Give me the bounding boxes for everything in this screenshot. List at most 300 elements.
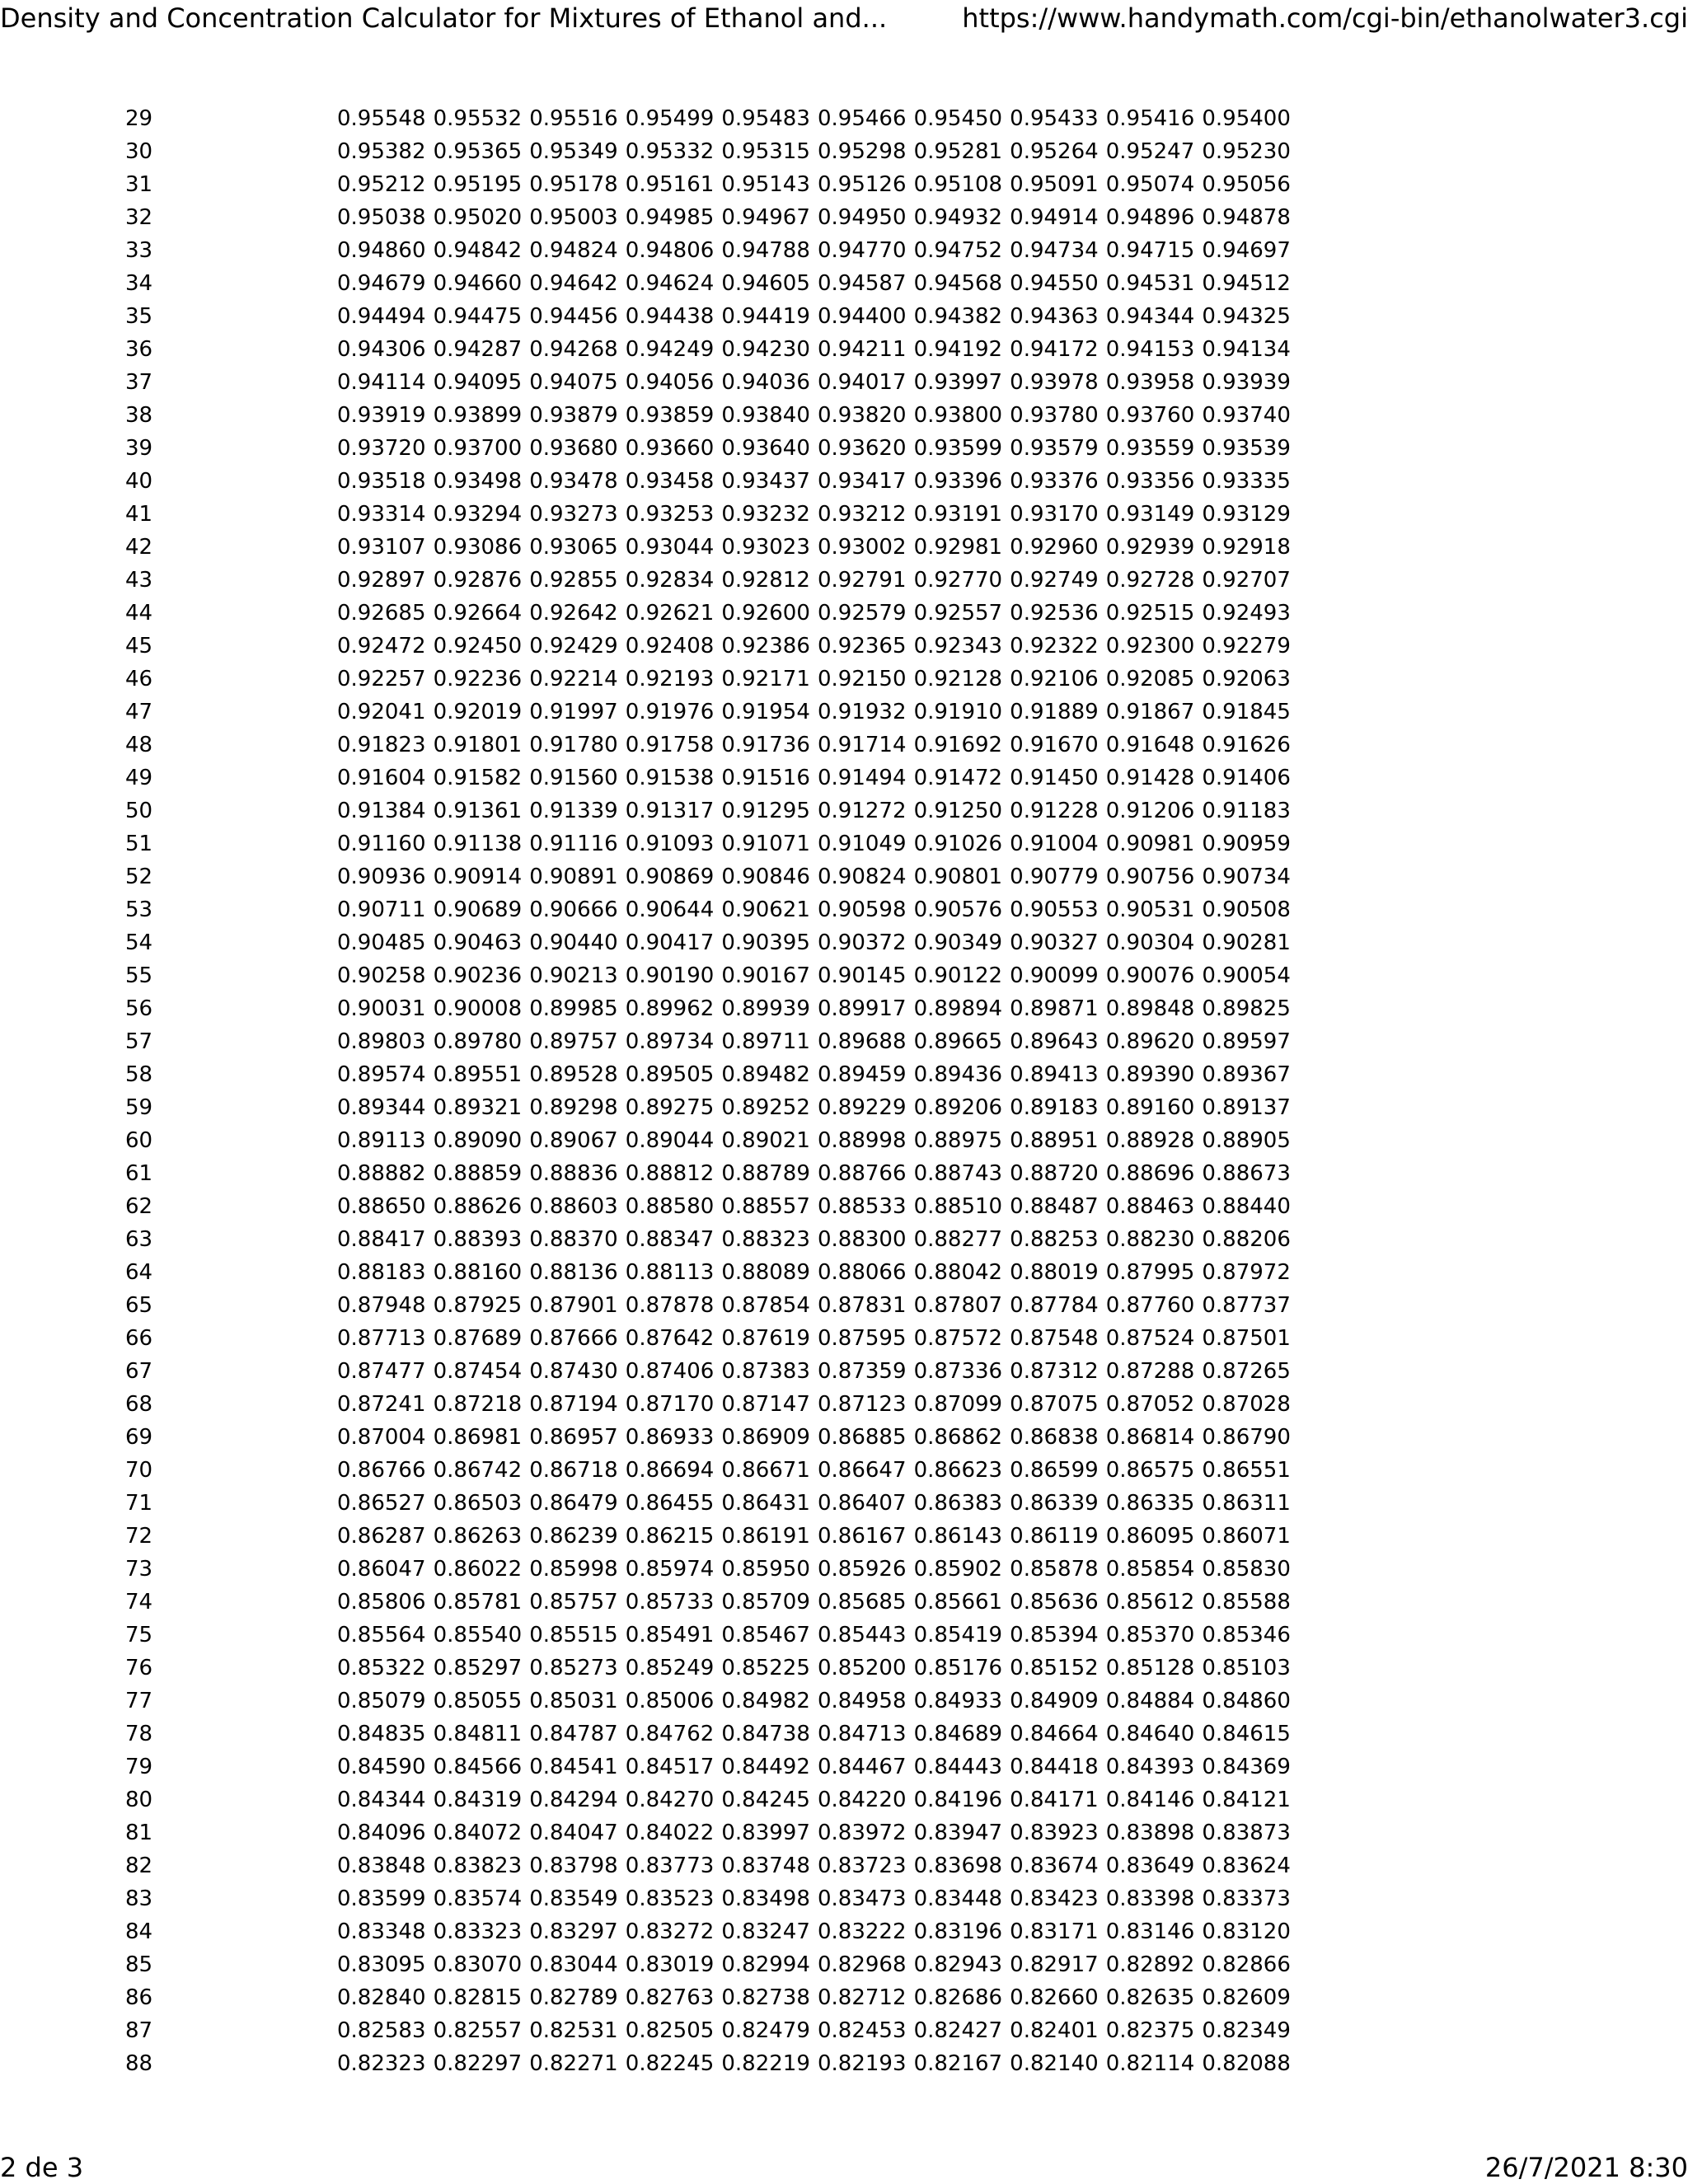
density-cell: 0.82349 (1202, 2018, 1291, 2043)
density-cell: 0.93599 (913, 436, 1003, 461)
density-cell: 0.85346 (1202, 1623, 1291, 1647)
density-cell: 0.89137 (1202, 1095, 1291, 1120)
density-cell: 0.85200 (817, 1656, 907, 1680)
density-cell: 0.86311 (1202, 1491, 1291, 1516)
table-row (119, 1718, 1298, 1750)
density-cell: 0.92236 (433, 667, 523, 691)
density-cell: 0.84220 (817, 1788, 907, 1812)
density-cell: 0.82479 (721, 2018, 810, 2043)
density-cell: 0.84369 (1202, 1755, 1291, 1779)
density-cell: 0.94715 (1105, 238, 1195, 263)
density-table (119, 102, 1298, 2080)
density-cell: 0.88277 (913, 1227, 1003, 1252)
table-row (119, 663, 1298, 696)
density-cell: 0.87075 (1010, 1392, 1099, 1417)
density-cell: 0.84047 (529, 1821, 618, 1845)
density-cell: 0.84146 (1105, 1788, 1195, 1812)
percent-cell: 86 (125, 1985, 153, 2010)
density-cell: 0.93023 (721, 535, 810, 560)
table-row (119, 498, 1298, 531)
density-cell: 0.85031 (529, 1689, 618, 1713)
density-cell: 0.89436 (913, 1062, 1003, 1087)
density-cell: 0.85974 (625, 1557, 715, 1582)
density-cell: 0.91317 (625, 799, 715, 823)
density-cell: 0.91004 (1010, 832, 1099, 856)
density-cell: 0.87383 (721, 1359, 810, 1384)
density-cell: 0.94914 (1010, 205, 1099, 230)
density-cell: 0.92600 (721, 601, 810, 626)
density-cell: 0.84418 (1010, 1755, 1099, 1779)
density-cell: 0.89090 (433, 1128, 523, 1153)
density-cell: 0.83698 (913, 1854, 1003, 1878)
percent-cell: 87 (125, 2018, 153, 2043)
density-cell: 0.91604 (337, 766, 426, 790)
density-cell: 0.92515 (1105, 601, 1195, 626)
table-row (119, 1915, 1298, 1948)
density-cell: 0.89206 (913, 1095, 1003, 1120)
density-cell: 0.91472 (913, 766, 1003, 790)
density-cell: 0.92557 (913, 601, 1003, 626)
density-cell: 0.91071 (721, 832, 810, 856)
table-row (119, 1882, 1298, 1915)
density-cell: 0.87948 (337, 1293, 426, 1318)
density-cell: 0.91823 (337, 733, 426, 757)
density-table-body (119, 102, 1298, 2080)
density-cell: 0.94950 (817, 205, 907, 230)
density-cell: 0.93640 (721, 436, 810, 461)
density-cell: 0.91250 (913, 799, 1003, 823)
density-cell: 0.89848 (1105, 996, 1195, 1021)
density-cell: 0.83898 (1105, 1821, 1195, 1845)
density-cell: 0.88042 (913, 1260, 1003, 1285)
density-cell: 0.82297 (433, 2051, 523, 2076)
density-cell: 0.83624 (1202, 1854, 1291, 1878)
density-cell: 0.94896 (1105, 205, 1195, 230)
table-row (119, 1685, 1298, 1718)
density-cell: 0.89894 (913, 996, 1003, 1021)
density-cell: 0.87572 (913, 1326, 1003, 1351)
density-cell: 0.84713 (817, 1722, 907, 1746)
density-cell: 0.90621 (721, 898, 810, 922)
density-cell: 0.86790 (1202, 1425, 1291, 1450)
density-cell: 0.93859 (625, 403, 715, 428)
density-cell: 0.93518 (337, 469, 426, 494)
density-cell: 0.91889 (1010, 700, 1099, 724)
density-cell: 0.88720 (1010, 1161, 1099, 1186)
density-cell: 0.93760 (1105, 403, 1195, 428)
density-cell: 0.95365 (433, 139, 523, 164)
density-cell: 0.95532 (433, 106, 523, 131)
density-cell: 0.94788 (721, 238, 810, 263)
density-cell: 0.85297 (433, 1656, 523, 1680)
density-cell: 0.82609 (1202, 1985, 1291, 2010)
density-cell: 0.90485 (337, 930, 426, 955)
density-cell: 0.84022 (625, 1821, 715, 1845)
density-cell: 0.90281 (1202, 930, 1291, 955)
percent-cell: 85 (125, 1952, 153, 1977)
density-cell: 0.86479 (529, 1491, 618, 1516)
density-cell: 0.91026 (913, 832, 1003, 856)
density-cell: 0.87241 (337, 1392, 426, 1417)
density-cell: 0.90779 (1010, 865, 1099, 889)
density-cell: 0.89962 (625, 996, 715, 1021)
density-cell: 0.88696 (1105, 1161, 1195, 1186)
density-cell: 0.83498 (721, 1886, 810, 1911)
density-cell: 0.92664 (433, 601, 523, 626)
density-cell: 0.85443 (817, 1623, 907, 1647)
density-cell: 0.85830 (1202, 1557, 1291, 1582)
density-cell: 0.83773 (625, 1854, 715, 1878)
density-cell: 0.92855 (529, 568, 618, 593)
density-cell: 0.87454 (433, 1359, 523, 1384)
density-cell: 0.95315 (721, 139, 810, 164)
density-cell: 0.93335 (1202, 469, 1291, 494)
percent-cell: 81 (125, 1821, 153, 1845)
density-cell: 0.93539 (1202, 436, 1291, 461)
density-cell: 0.87265 (1202, 1359, 1291, 1384)
density-cell: 0.95195 (433, 172, 523, 197)
density-cell: 0.92041 (337, 700, 426, 724)
density-cell: 0.84270 (625, 1788, 715, 1812)
density-cell: 0.87430 (529, 1359, 618, 1384)
density-cell: 0.84566 (433, 1755, 523, 1779)
density-cell: 0.95450 (913, 106, 1003, 131)
density-cell: 0.86455 (625, 1491, 715, 1516)
density-cell: 0.87807 (913, 1293, 1003, 1318)
density-cell: 0.85685 (817, 1590, 907, 1615)
density-cell: 0.87004 (337, 1425, 426, 1450)
density-cell: 0.83297 (529, 1919, 618, 1944)
density-cell: 0.92493 (1202, 601, 1291, 626)
density-cell: 0.87052 (1105, 1392, 1195, 1417)
density-cell: 0.83044 (529, 1952, 618, 1977)
density-cell: 0.91954 (721, 700, 810, 724)
percent-cell: 67 (125, 1359, 153, 1384)
density-cell: 0.83448 (913, 1886, 1003, 1911)
table-row (119, 762, 1298, 794)
density-cell: 0.83674 (1010, 1854, 1099, 1878)
density-cell: 0.86933 (625, 1425, 715, 1450)
density-cell: 0.93478 (529, 469, 618, 494)
density-cell: 0.85661 (913, 1590, 1003, 1615)
density-cell: 0.86071 (1202, 1524, 1291, 1549)
density-cell: 0.86885 (817, 1425, 907, 1450)
density-cell: 0.82660 (1010, 1985, 1099, 2010)
density-cell: 0.85249 (625, 1656, 715, 1680)
density-cell: 0.86239 (529, 1524, 618, 1549)
density-cell: 0.83798 (529, 1854, 618, 1878)
percent-cell: 84 (125, 1919, 153, 1944)
density-cell: 0.91714 (817, 733, 907, 757)
density-cell: 0.83599 (337, 1886, 426, 1911)
density-cell: 0.84096 (337, 1821, 426, 1845)
density-cell: 0.90054 (1202, 963, 1291, 988)
percent-cell: 88 (125, 2051, 153, 2076)
density-cell: 0.90891 (529, 865, 618, 889)
density-cell: 0.84467 (817, 1755, 907, 1779)
density-cell: 0.83196 (913, 1919, 1003, 1944)
density-cell: 0.83398 (1105, 1886, 1195, 1911)
percent-cell: 64 (125, 1260, 153, 1285)
density-cell: 0.85733 (625, 1590, 715, 1615)
density-cell: 0.84811 (433, 1722, 523, 1746)
density-cell: 0.84738 (721, 1722, 810, 1746)
density-cell: 0.89825 (1202, 996, 1291, 1021)
density-cell: 0.87194 (529, 1392, 618, 1417)
density-cell: 0.83523 (625, 1886, 715, 1911)
density-cell: 0.91538 (625, 766, 715, 790)
density-cell: 0.89643 (1010, 1029, 1099, 1054)
density-cell: 0.90801 (913, 865, 1003, 889)
density-cell: 0.91428 (1105, 766, 1195, 790)
density-cell: 0.90756 (1105, 865, 1195, 889)
density-cell: 0.89597 (1202, 1029, 1291, 1054)
density-cell: 0.92171 (721, 667, 810, 691)
density-cell: 0.92150 (817, 667, 907, 691)
density-cell: 0.95230 (1202, 139, 1291, 164)
density-cell: 0.88812 (625, 1161, 715, 1186)
density-cell: 0.92960 (1010, 535, 1099, 560)
density-cell: 0.94456 (529, 304, 618, 329)
density-cell: 0.84933 (913, 1689, 1003, 1713)
density-cell: 0.83373 (1202, 1886, 1291, 1911)
density-cell: 0.92085 (1105, 667, 1195, 691)
density-cell: 0.87925 (433, 1293, 523, 1318)
table-row (119, 1157, 1298, 1190)
density-cell: 0.94568 (913, 271, 1003, 296)
density-cell: 0.95400 (1202, 106, 1291, 131)
percent-cell: 77 (125, 1689, 153, 1713)
table-row (119, 135, 1298, 168)
table-row (119, 1355, 1298, 1388)
density-cell: 0.93939 (1202, 370, 1291, 395)
density-cell: 0.95298 (817, 139, 907, 164)
density-cell: 0.83923 (1010, 1821, 1099, 1845)
percent-cell: 75 (125, 1623, 153, 1647)
density-cell: 0.88789 (721, 1161, 810, 1186)
density-cell: 0.92472 (337, 634, 426, 658)
density-cell: 0.95143 (721, 172, 810, 197)
table-row (119, 1091, 1298, 1124)
density-cell: 0.90258 (337, 963, 426, 988)
density-cell: 0.94075 (529, 370, 618, 395)
density-cell: 0.89390 (1105, 1062, 1195, 1087)
density-cell: 0.89734 (625, 1029, 715, 1054)
density-cell: 0.84762 (625, 1722, 715, 1746)
table-row (119, 1487, 1298, 1520)
density-cell: 0.87147 (721, 1392, 810, 1417)
density-cell: 0.91560 (529, 766, 618, 790)
density-cell: 0.94172 (1010, 337, 1099, 362)
density-cell: 0.84121 (1202, 1788, 1291, 1812)
density-cell: 0.82453 (817, 2018, 907, 2043)
density-cell: 0.90440 (529, 930, 618, 955)
density-cell: 0.90531 (1105, 898, 1195, 922)
density-cell: 0.94230 (721, 337, 810, 362)
density-cell: 0.84958 (817, 1689, 907, 1713)
density-cell: 0.86287 (337, 1524, 426, 1549)
density-cell: 0.91516 (721, 766, 810, 790)
density-cell: 0.86742 (433, 1458, 523, 1483)
density-cell: 0.87901 (529, 1293, 618, 1318)
density-cell: 0.94363 (1010, 304, 1099, 329)
density-cell: 0.83171 (1010, 1919, 1099, 1944)
density-cell: 0.94878 (1202, 205, 1291, 230)
density-cell: 0.89459 (817, 1062, 907, 1087)
density-cell: 0.88626 (433, 1194, 523, 1219)
density-cell: 0.91670 (1010, 733, 1099, 757)
density-cell: 0.92939 (1105, 535, 1195, 560)
density-cell: 0.92128 (913, 667, 1003, 691)
density-cell: 0.85103 (1202, 1656, 1291, 1680)
density-cell: 0.94770 (817, 238, 907, 263)
percent-cell: 34 (125, 271, 153, 296)
density-cell: 0.91049 (817, 832, 907, 856)
density-cell: 0.92408 (625, 634, 715, 658)
density-cell: 0.87972 (1202, 1260, 1291, 1285)
density-cell: 0.87099 (913, 1392, 1003, 1417)
density-cell: 0.94211 (817, 337, 907, 362)
density-cell: 0.92770 (913, 568, 1003, 593)
density-cell: 0.94679 (337, 271, 426, 296)
percent-cell: 63 (125, 1227, 153, 1252)
density-cell: 0.93978 (1010, 370, 1099, 395)
percent-cell: 37 (125, 370, 153, 395)
density-cell: 0.87689 (433, 1326, 523, 1351)
density-cell: 0.83323 (433, 1919, 523, 1944)
density-cell: 0.90914 (433, 865, 523, 889)
density-cell: 0.85055 (433, 1689, 523, 1713)
density-cell: 0.82323 (337, 2051, 426, 2076)
percent-cell: 82 (125, 1854, 153, 1878)
density-cell: 0.93086 (433, 535, 523, 560)
table-row (119, 2014, 1298, 2047)
density-cell: 0.86383 (913, 1491, 1003, 1516)
density-cell: 0.93800 (913, 403, 1003, 428)
density-cell: 0.92536 (1010, 601, 1099, 626)
density-cell: 0.91582 (433, 766, 523, 790)
table-row (119, 1322, 1298, 1355)
density-cell: 0.94017 (817, 370, 907, 395)
page-number-footer: 2 de 3 (0, 2152, 84, 2183)
density-cell: 0.89113 (337, 1128, 426, 1153)
density-cell: 0.86503 (433, 1491, 523, 1516)
density-cell: 0.84171 (1010, 1788, 1099, 1812)
density-cell: 0.92386 (721, 634, 810, 658)
density-cell: 0.83247 (721, 1919, 810, 1944)
percent-cell: 70 (125, 1458, 153, 1483)
percent-cell: 40 (125, 469, 153, 494)
density-cell: 0.94932 (913, 205, 1003, 230)
percent-cell: 41 (125, 502, 153, 527)
percent-cell: 62 (125, 1194, 153, 1219)
density-cell: 0.95126 (817, 172, 907, 197)
density-cell: 0.85781 (433, 1590, 523, 1615)
density-cell: 0.89160 (1105, 1095, 1195, 1120)
table-row (119, 2047, 1298, 2080)
density-cell: 0.83070 (433, 1952, 523, 1977)
density-cell: 0.88533 (817, 1194, 907, 1219)
density-cell: 0.94967 (721, 205, 810, 230)
density-cell: 0.89528 (529, 1062, 618, 1087)
density-cell: 0.86335 (1105, 1491, 1195, 1516)
density-cell: 0.85006 (625, 1689, 715, 1713)
density-cell: 0.85588 (1202, 1590, 1291, 1615)
density-cell: 0.93879 (529, 403, 618, 428)
density-cell: 0.94438 (625, 304, 715, 329)
density-cell: 0.94400 (817, 304, 907, 329)
density-cell: 0.92749 (1010, 568, 1099, 593)
density-cell: 0.90122 (913, 963, 1003, 988)
density-cell: 0.93680 (529, 436, 618, 461)
density-cell: 0.85926 (817, 1557, 907, 1582)
density-cell: 0.89021 (721, 1128, 810, 1153)
density-cell: 0.89688 (817, 1029, 907, 1054)
density-cell: 0.85998 (529, 1557, 618, 1582)
density-cell: 0.93620 (817, 436, 907, 461)
density-cell: 0.82686 (913, 1985, 1003, 2010)
density-cell: 0.86647 (817, 1458, 907, 1483)
density-cell: 0.82219 (721, 2051, 810, 2076)
density-cell: 0.86718 (529, 1458, 618, 1483)
density-cell: 0.90167 (721, 963, 810, 988)
density-cell: 0.91160 (337, 832, 426, 856)
percent-cell: 42 (125, 535, 153, 560)
density-cell: 0.95382 (337, 139, 426, 164)
table-row (119, 465, 1298, 498)
density-cell: 0.82140 (1010, 2051, 1099, 2076)
density-cell: 0.88136 (529, 1260, 618, 1285)
density-cell: 0.94985 (625, 205, 715, 230)
density-cell: 0.90869 (625, 865, 715, 889)
density-cell: 0.85467 (721, 1623, 810, 1647)
density-cell: 0.82557 (433, 2018, 523, 2043)
table-row (119, 1454, 1298, 1487)
percent-cell: 35 (125, 304, 153, 329)
density-cell: 0.91867 (1105, 700, 1195, 724)
density-cell: 0.94734 (1010, 238, 1099, 263)
density-cell: 0.89871 (1010, 996, 1099, 1021)
percent-cell: 49 (125, 766, 153, 790)
density-cell: 0.91183 (1202, 799, 1291, 823)
density-cell: 0.92343 (913, 634, 1003, 658)
density-cell: 0.91206 (1105, 799, 1195, 823)
density-cell: 0.88393 (433, 1227, 523, 1252)
density-cell: 0.91295 (721, 799, 810, 823)
density-cell: 0.86862 (913, 1425, 1003, 1450)
density-cell: 0.85515 (529, 1623, 618, 1647)
percent-cell: 33 (125, 238, 153, 263)
density-cell: 0.89711 (721, 1029, 810, 1054)
density-cell: 0.83972 (817, 1821, 907, 1845)
percent-cell: 72 (125, 1524, 153, 1549)
density-cell: 0.90327 (1010, 930, 1099, 955)
density-cell: 0.82840 (337, 1985, 426, 2010)
density-cell: 0.94056 (625, 370, 715, 395)
density-cell: 0.93294 (433, 502, 523, 527)
density-cell: 0.90145 (817, 963, 907, 988)
density-cell: 0.95161 (625, 172, 715, 197)
density-cell: 0.93232 (721, 502, 810, 527)
density-cell: 0.92429 (529, 634, 618, 658)
density-cell: 0.92834 (625, 568, 715, 593)
density-cell: 0.86191 (721, 1524, 810, 1549)
density-cell: 0.83748 (721, 1854, 810, 1878)
density-cell: 0.86263 (433, 1524, 523, 1549)
density-cell: 0.86766 (337, 1458, 426, 1483)
density-cell: 0.89803 (337, 1029, 426, 1054)
density-cell: 0.91384 (337, 799, 426, 823)
